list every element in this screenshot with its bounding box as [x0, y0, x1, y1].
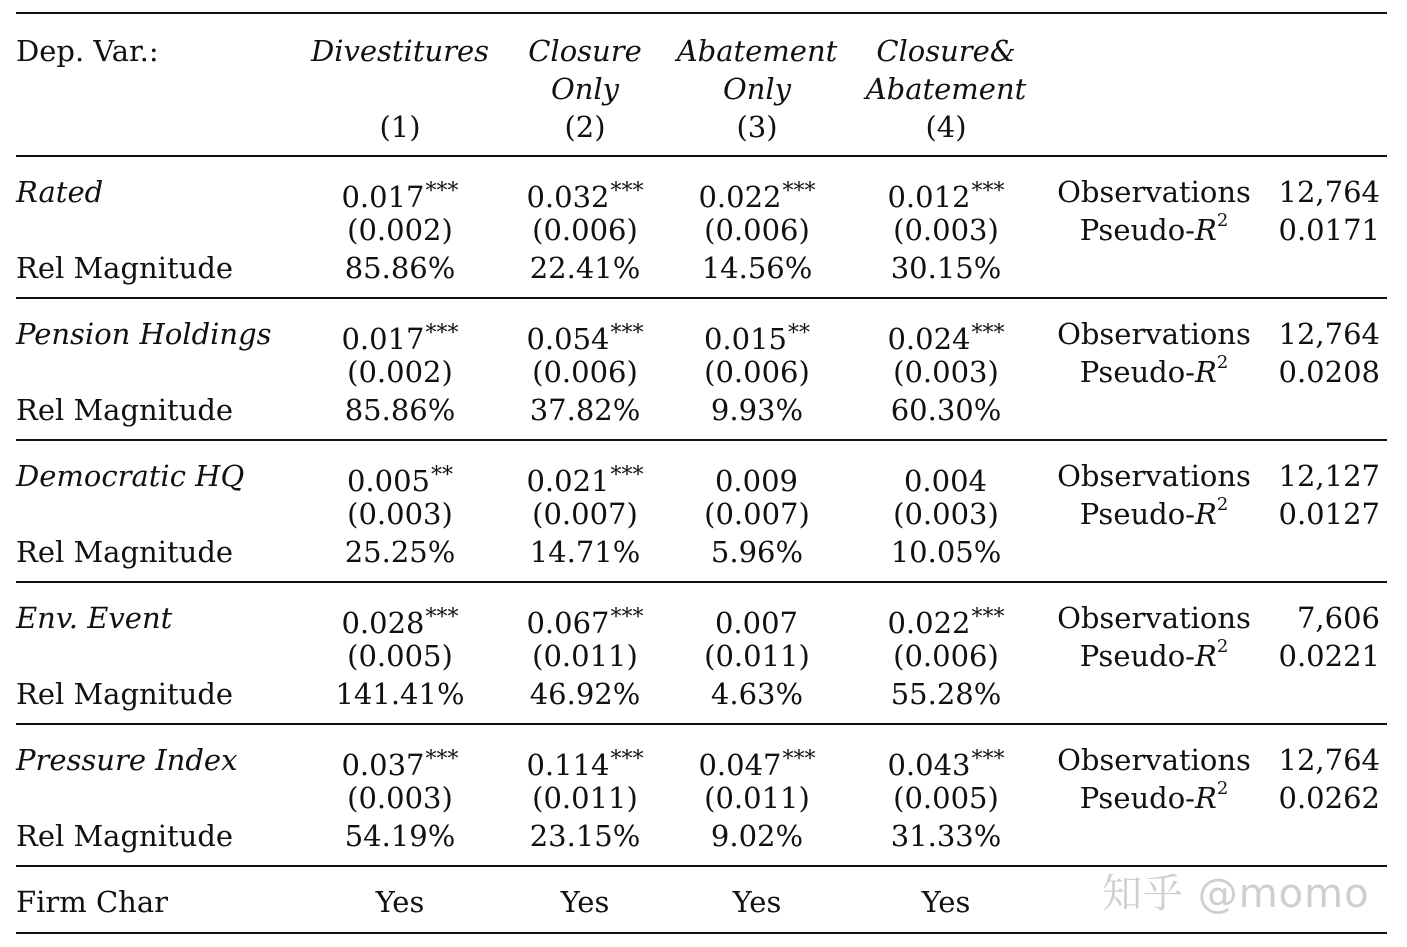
pseudo-r2-value: 0.0127 — [1278, 497, 1380, 531]
panel-name: Democratic HQ — [16, 459, 245, 493]
coefficient-value: 0.043 — [887, 748, 971, 782]
significance-stars: *** — [425, 321, 459, 346]
standard-error: (0.003) — [347, 781, 453, 815]
coefficient-value: 0.022 — [887, 606, 971, 640]
coefficient-value: 0.012 — [887, 180, 971, 214]
coefficient-value: 0.047 — [698, 748, 782, 782]
coefficient-cell — [657, 457, 857, 500]
pseudo-r2-label: Pseudo-$R^2$ — [1079, 210, 1229, 247]
standard-error: (0.003) — [893, 213, 999, 247]
coefficient-value: 0.032 — [526, 180, 610, 214]
panel-rule — [16, 439, 1387, 441]
col1-number: (1) — [379, 110, 421, 144]
pseudo-r2-label: Pseudo-$R^2$ — [1079, 494, 1229, 531]
coefficient-value: 0.015 — [703, 322, 788, 356]
coefficient-cell — [657, 315, 857, 358]
rel-magnitude-value: 141.41% — [335, 677, 465, 711]
rel-magnitude-label: Rel Magnitude — [16, 535, 234, 569]
pseudo-r2-label: Pseudo-$R^2$ — [1079, 352, 1229, 389]
coefficient-value: 0.114 — [526, 748, 610, 782]
col4-number: (4) — [925, 110, 967, 144]
standard-error: (0.005) — [347, 639, 453, 673]
bottom-rule — [16, 932, 1387, 934]
col2-title-line2: Only — [550, 72, 620, 106]
rel-magnitude-label: Rel Magnitude — [16, 819, 234, 853]
coefficient-value: 0.005 — [346, 464, 431, 498]
rel-magnitude-value: 37.82% — [529, 393, 641, 427]
standard-error: (0.003) — [893, 497, 999, 531]
footer-value: Yes — [921, 885, 971, 919]
observations-value: 12,127 — [1278, 459, 1380, 493]
rel-magnitude-value: 30.15% — [890, 251, 1002, 285]
coefficient-cell — [657, 173, 857, 216]
panel-name: Rated — [16, 175, 104, 209]
significance-stars: ** — [431, 463, 454, 488]
standard-error: (0.006) — [704, 213, 810, 247]
pseudo-r2-value: 0.0262 — [1278, 781, 1380, 815]
coefficient-cell — [846, 173, 1046, 216]
coefficient-value: 0.054 — [526, 322, 610, 356]
observations-label: Observations — [1057, 601, 1251, 635]
coefficient-cell — [846, 599, 1046, 642]
observations-label: Observations — [1057, 743, 1251, 777]
standard-error: (0.007) — [704, 497, 810, 531]
coefficient-cell — [485, 315, 685, 358]
significance-stars: *** — [425, 605, 459, 630]
col3-title-line2: Only — [722, 72, 792, 106]
rel-magnitude-value: 9.93% — [710, 393, 804, 427]
rel-magnitude-value: 25.25% — [344, 535, 456, 569]
observations-value: 7,606 — [1296, 601, 1380, 635]
standard-error: (0.002) — [347, 213, 453, 247]
observations-label: Observations — [1057, 317, 1251, 351]
coefficient-cell — [300, 599, 500, 642]
observations-label: Observations — [1057, 459, 1251, 493]
rel-magnitude-value: 54.19% — [344, 819, 456, 853]
rel-magnitude-value: 14.71% — [529, 535, 641, 569]
significance-stars: *** — [610, 605, 644, 630]
coefficient-value: 0.007 — [714, 606, 799, 640]
observations-value: 12,764 — [1278, 743, 1380, 777]
coefficient-cell — [846, 457, 1046, 500]
standard-error: (0.011) — [704, 781, 810, 815]
pseudo-r2-label: Pseudo-$R^2$ — [1079, 778, 1229, 815]
rel-magnitude-value: 55.28% — [890, 677, 1002, 711]
watermark-text: 知乎 @momo — [1102, 871, 1370, 917]
significance-stars: *** — [971, 747, 1005, 772]
standard-error: (0.006) — [704, 355, 810, 389]
footer-value: Yes — [375, 885, 425, 919]
panel-name: Env. Event — [16, 601, 173, 635]
coefficient-value: 0.037 — [341, 748, 425, 782]
rel-magnitude-label: Rel Magnitude — [16, 251, 234, 285]
rel-magnitude-value: 46.92% — [529, 677, 641, 711]
rel-magnitude-value: 23.15% — [529, 819, 641, 853]
footer-value: Yes — [732, 885, 782, 919]
significance-stars: *** — [971, 179, 1005, 204]
significance-stars: *** — [610, 463, 644, 488]
footer-value: Yes — [560, 885, 610, 919]
observations-value: 12,764 — [1278, 317, 1380, 351]
significance-stars: *** — [425, 747, 459, 772]
standard-error: (0.002) — [347, 355, 453, 389]
coefficient-cell — [300, 457, 500, 500]
standard-error: (0.003) — [347, 497, 453, 531]
pseudo-r2-value: 0.0221 — [1278, 639, 1380, 673]
significance-stars: *** — [971, 605, 1005, 630]
rel-magnitude-value: 10.05% — [890, 535, 1002, 569]
pseudo-r2-value: 0.0171 — [1278, 213, 1380, 247]
coefficient-cell — [485, 741, 685, 784]
coefficient-value: 0.067 — [526, 606, 610, 640]
coefficient-cell — [657, 599, 857, 642]
coefficient-cell — [300, 741, 500, 784]
standard-error: (0.011) — [704, 639, 810, 673]
significance-stars: *** — [425, 179, 459, 204]
standard-error: (0.005) — [893, 781, 999, 815]
coefficient-value: 0.017 — [341, 322, 425, 356]
rel-magnitude-value: 5.96% — [710, 535, 804, 569]
rel-magnitude-label: Rel Magnitude — [16, 393, 234, 427]
panel-rule — [16, 723, 1387, 725]
dep-var-label: Dep. Var.: — [16, 34, 159, 68]
observations-label: Observations — [1057, 175, 1251, 209]
coefficient-cell — [485, 173, 685, 216]
col3-title-line1: Abatement — [676, 34, 838, 68]
standard-error: (0.003) — [893, 355, 999, 389]
standard-error: (0.011) — [532, 781, 638, 815]
coefficient-cell — [846, 741, 1046, 784]
rel-magnitude-value: 4.63% — [710, 677, 804, 711]
top-rule — [16, 12, 1387, 14]
significance-stars: *** — [610, 321, 644, 346]
pseudo-r2-value: 0.0208 — [1278, 355, 1380, 389]
coefficient-cell — [485, 599, 685, 642]
panel-name: Pressure Index — [16, 743, 238, 777]
significance-stars: *** — [782, 179, 816, 204]
standard-error: (0.011) — [532, 639, 638, 673]
coefficient-cell — [485, 457, 685, 500]
significance-stars: *** — [610, 179, 644, 204]
coefficient-value: 0.024 — [887, 322, 971, 356]
coefficient-cell — [657, 741, 857, 784]
panel-rule — [16, 581, 1387, 583]
standard-error: (0.006) — [532, 213, 638, 247]
coefficient-value: 0.022 — [698, 180, 782, 214]
rel-magnitude-value: 14.56% — [701, 251, 813, 285]
col3-number: (3) — [736, 110, 778, 144]
observations-value: 12,764 — [1278, 175, 1380, 209]
significance-stars: ** — [788, 321, 811, 346]
significance-stars: *** — [782, 747, 816, 772]
col2-number: (2) — [564, 110, 606, 144]
coefficient-cell — [300, 173, 500, 216]
coefficient-cell — [300, 315, 500, 358]
header-rule — [16, 155, 1387, 157]
pseudo-r2-label: Pseudo-$R^2$ — [1079, 636, 1229, 673]
coefficient-value: 0.021 — [526, 464, 610, 498]
panel-name: Pension Holdings — [16, 317, 272, 351]
standard-error: (0.006) — [893, 639, 999, 673]
coefficient-value: 0.009 — [714, 464, 799, 498]
panel-rule — [16, 297, 1387, 299]
standard-error: (0.006) — [532, 355, 638, 389]
col4-title-line1: Closure& — [876, 34, 1016, 68]
col1-title: Divestitures — [310, 34, 490, 68]
coefficient-cell — [846, 315, 1046, 358]
col2-title-line1: Closure — [528, 34, 642, 68]
coefficient-value: 0.028 — [341, 606, 425, 640]
rel-magnitude-value: 31.33% — [890, 819, 1002, 853]
rel-magnitude-value: 22.41% — [529, 251, 641, 285]
rel-magnitude-value: 60.30% — [890, 393, 1002, 427]
footer-label: Firm Char — [16, 885, 168, 919]
standard-error: (0.007) — [532, 497, 638, 531]
rel-magnitude-label: Rel Magnitude — [16, 677, 234, 711]
significance-stars: *** — [971, 321, 1005, 346]
coefficient-value: 0.004 — [903, 464, 988, 498]
rel-magnitude-value: 85.86% — [344, 393, 456, 427]
coefficient-value: 0.017 — [341, 180, 425, 214]
rel-magnitude-value: 9.02% — [710, 819, 804, 853]
col4-title-line2: Abatement — [865, 72, 1027, 106]
significance-stars: *** — [610, 747, 644, 772]
rel-magnitude-value: 85.86% — [344, 251, 456, 285]
